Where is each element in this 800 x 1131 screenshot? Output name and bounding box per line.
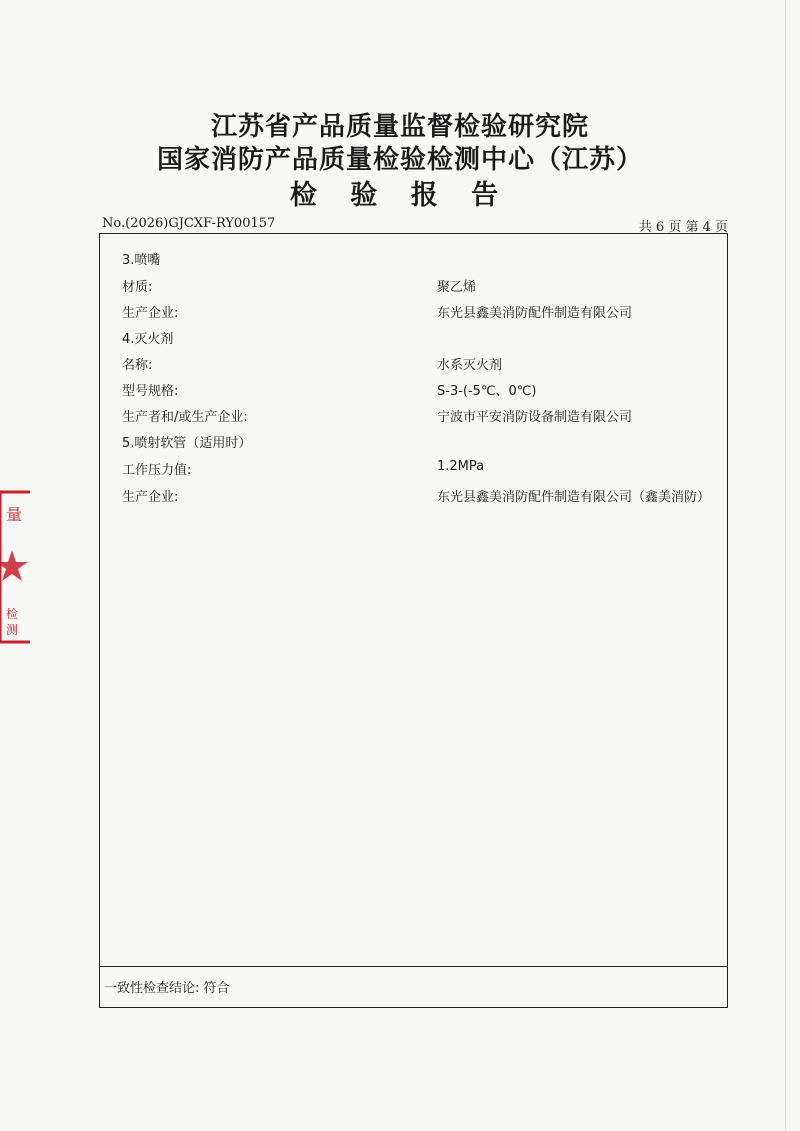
item-label: 名称: <box>122 358 153 373</box>
conclusion-text: 一致性检查结论: 符合 <box>104 981 230 996</box>
report-body-frame <box>99 233 728 1008</box>
seal-stamp <box>0 488 30 646</box>
item-label: 生产者和/或生产企业: <box>122 410 248 425</box>
item-label: 型号规格: <box>122 384 179 399</box>
item-label: 工作压力值: <box>122 463 192 478</box>
institute-name: 江苏省产品质量监督检验研究院 <box>210 112 589 142</box>
svg-text:检: 检 <box>6 607 19 621</box>
conclusion-divider <box>100 966 727 967</box>
item-value: 东光县鑫美消防配件制造有限公司（鑫美消防） <box>437 490 711 505</box>
svg-text:测: 测 <box>6 623 19 637</box>
item-value: S-3-(-5℃、0℃) <box>437 384 537 399</box>
item-value: 宁波市平安消防设备制造有限公司 <box>437 410 633 425</box>
item-value: 1.2MPa <box>437 459 485 474</box>
item-value: 聚乙烯 <box>437 280 477 295</box>
svg-text:量: 量 <box>6 505 23 524</box>
item-label: 生产企业: <box>122 490 179 505</box>
item-label: 5.喷射软管（适用时） <box>122 436 252 451</box>
page-info: 共 6 页 第 4 页 <box>638 220 728 235</box>
item-label: 材质: <box>122 280 153 295</box>
report-title: 检 验 报 告 <box>289 180 511 211</box>
item-label: 生产企业: <box>122 306 179 321</box>
item-value: 东光县鑫美消防配件制造有限公司 <box>437 306 633 321</box>
report-number: No.(2026)GJCXF-RY00157 <box>102 216 276 231</box>
item-label: 3.喷嘴 <box>122 253 161 268</box>
center-name: 国家消防产品质量检验检测中心（江苏） <box>156 145 643 175</box>
item-value: 水系灭火剂 <box>437 358 503 373</box>
item-label: 4.灭火剂 <box>122 332 174 347</box>
